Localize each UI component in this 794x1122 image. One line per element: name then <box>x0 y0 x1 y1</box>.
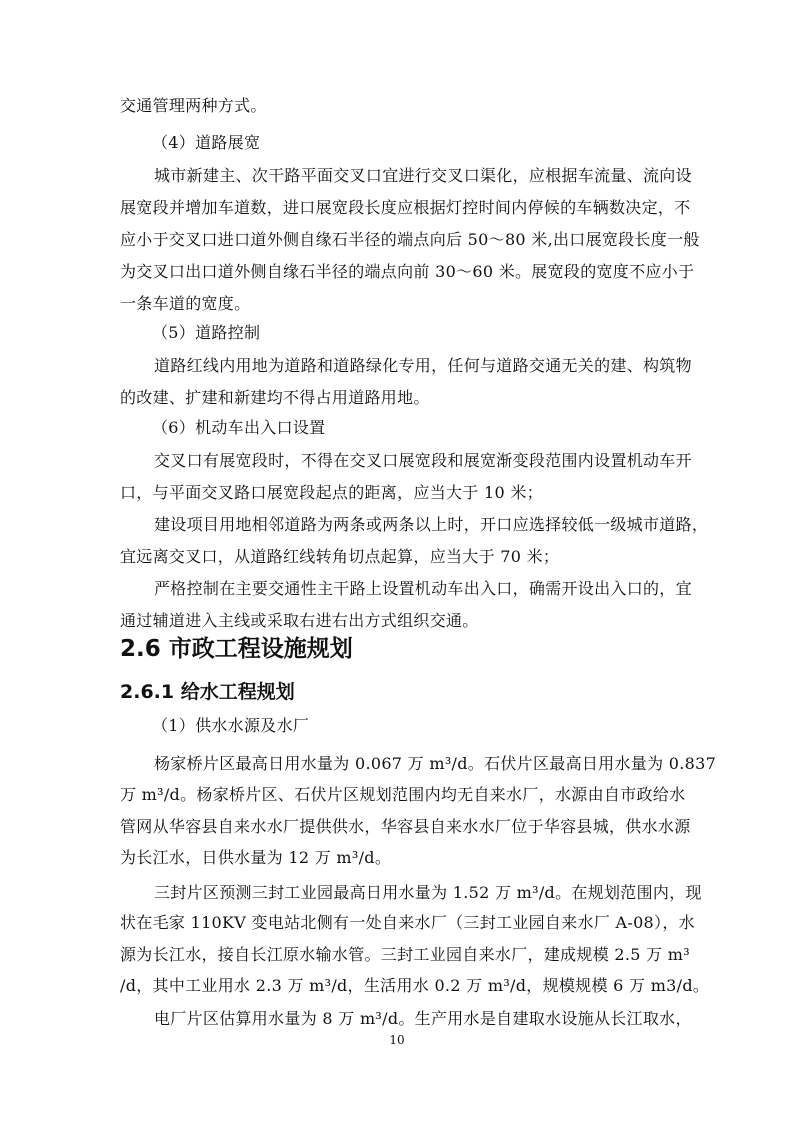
body-line: 建设项目用地相邻道路为两条或两条以上时，开口应选择较低一级城市道路， <box>154 515 709 534</box>
body-line: 交通管理两种方式。 <box>120 96 267 115</box>
body-line: 为交叉口出口道外侧自缘石半径的端点向前 30～60 米。展宽段的宽度不应小于 <box>120 262 695 281</box>
section-heading: 2.6 市政工程设施规划 <box>120 636 353 662</box>
body-line: 的改建、扩建和新建均不得占用道路用地。 <box>120 388 430 407</box>
body-line: 应小于交叉口进口道外侧自缘石半径的端点向后 50～80 米,出口展宽段长度一般 <box>120 230 700 249</box>
body-line: 管网从华容县自来水水厂提供供水，华容县自来水水厂位于华容县城，供水水源 <box>120 817 691 836</box>
body-line: 展宽段并增加车道数，进口展宽段长度应根据灯控时间内停候的车辆数决定，不 <box>120 198 691 217</box>
body-line: 杨家桥片区最高日用水量为 0.067 万 m³/d。石伏片区最高日用水量为 0.837 <box>154 754 717 773</box>
subsection-heading: （6）机动车出入口设置 <box>152 418 326 437</box>
subsection-heading: （5）道路控制 <box>152 323 261 342</box>
body-line: 城市新建主、次干路平面交叉口宜进行交叉口渠化，应根据车流量、流向设 <box>154 166 692 185</box>
body-line: 为长江水，日供水量为 12 万 m³/d。 <box>120 848 392 867</box>
body-line: 交叉口有展宽段时，不得在交叉口展宽段和展宽渐变段范围内设置机动车开 <box>154 451 692 470</box>
body-line: 严格控制在主要交通性主干路上设置机动车出入口，确需开设出入口的，宜 <box>154 579 692 598</box>
body-line: 通过辅道进入主线或采取右进右出方式组织交通。 <box>120 611 479 630</box>
body-line: 宜远离交叉口，从道路红线转角切点起算，应当大于 70 米； <box>120 547 560 566</box>
subsection-title: 2.6.1 给水工程规划 <box>120 681 295 703</box>
subsection-heading: （1）供水水源及水厂 <box>152 716 310 735</box>
body-line: 三封片区预测三封工业园最高日用水量为 1.52 万 m³/d。在规划范围内，现 <box>154 883 702 902</box>
page-number: 10 <box>389 1033 405 1047</box>
body-line: 道路红线内用地为道路和道路绿化专用，任何与道路交通无关的建、构筑物 <box>154 356 692 375</box>
body-line: 电厂片区估算用水量为 8 万 m³/d。生产用水是自建取水设施从长江取水， <box>154 1009 692 1028</box>
body-line: 一条车道的宽度。 <box>120 294 251 313</box>
body-line: 状在毛家 110KV 变电站北侧有一处自来水厂（三封工业园自来水厂 A-08），水 <box>120 913 695 932</box>
body-line: 口，与平面交叉路口展宽段起点的距离，应当大于 10 米； <box>120 483 543 502</box>
body-line: 源为长江水，接自长江原水输水管。三封工业园自来水厂，建成规模 2.5 万 m³ <box>120 945 690 964</box>
subsection-heading: （4）道路展宽 <box>152 133 261 152</box>
body-line: 万 m³/d。杨家桥片区、石伏片区规划范围内均无自来水厂，水源由自市政给水 <box>120 785 686 804</box>
body-line: /d，其中工业用水 2.3 万 m³/d，生活用水 0.2 万 m³/d，规模规模 6 万 m3/d。 <box>120 976 710 995</box>
